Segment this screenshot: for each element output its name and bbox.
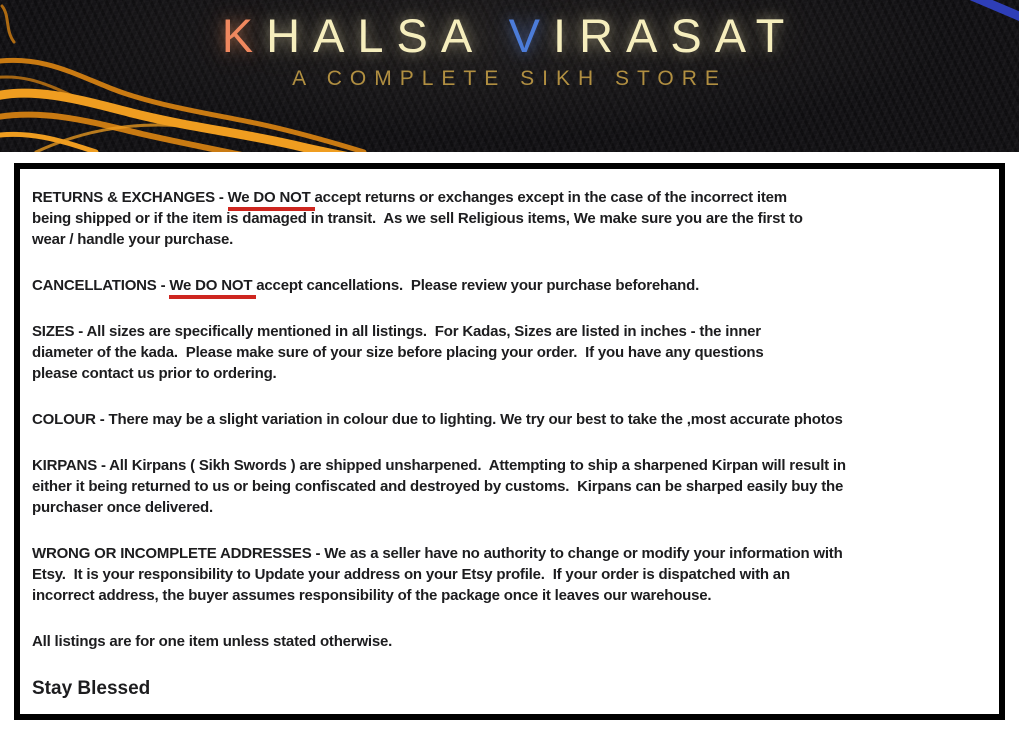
policy-paragraph-colour bbox=[32, 409, 989, 430]
policy-paragraphs bbox=[32, 187, 989, 652]
policy-line bbox=[32, 631, 989, 652]
policy-text: accept cancellations. Please review your purchase beforehand. bbox=[256, 277, 700, 294]
store-title-letter-v: V bbox=[508, 9, 554, 62]
policy-paragraph-kirpans bbox=[32, 455, 989, 518]
policy-text: WRONG OR INCOMPLETE ADDRESSES - We as a seller have no authority to change or modify your information with bbox=[32, 545, 843, 562]
policy-line bbox=[32, 342, 989, 363]
policy-paragraph-cancellations bbox=[32, 275, 989, 296]
policy-paragraph-sizes bbox=[32, 321, 989, 384]
policy-line bbox=[32, 476, 989, 497]
store-title-halsa: HALSA bbox=[266, 9, 509, 62]
store-subtitle: A COMPLETE SIKH STORE bbox=[292, 67, 727, 91]
policy-line bbox=[32, 187, 989, 208]
policy-text: accept returns or exchanges except in the case of the incorrect item bbox=[314, 189, 787, 206]
policy-text: SIZES - All sizes are specifically mentioned in all listings. For Kadas, Sizes are listed in inches - the inner bbox=[32, 323, 761, 340]
policy-line bbox=[32, 321, 989, 342]
policy-text: COLOUR - There may be a slight variation in colour due to lighting. We try our best to take the ,most accurate photos bbox=[32, 411, 843, 428]
banner-text bbox=[0, 0, 1019, 91]
policy-line bbox=[32, 585, 989, 606]
policy-box bbox=[14, 163, 1005, 720]
policy-text: KIRPANS - All Kirpans ( Sikh Swords ) are shipped unsharpened. Attempting to ship a sharpened Kirpan will result in bbox=[32, 457, 846, 474]
policy-text: purchaser once delivered. bbox=[32, 499, 213, 516]
store-title-letter-k: K bbox=[221, 9, 267, 62]
policy-line bbox=[32, 275, 989, 296]
policy-text: diameter of the kada. Please make sure of your size before placing your order. If you have any questions bbox=[32, 344, 764, 361]
store-title-irasat: IRASAT bbox=[553, 9, 798, 62]
policy-line bbox=[32, 229, 989, 250]
policy-text: CANCELLATIONS - bbox=[32, 277, 170, 294]
policy-text: All listings are for one item unless stated otherwise. bbox=[32, 633, 393, 650]
underlined-emphasis: We DO NOT bbox=[169, 277, 256, 299]
policy-line bbox=[32, 455, 989, 476]
policy-paragraph-single-item-note bbox=[32, 631, 989, 652]
policy-text: please contact us prior to ordering. bbox=[32, 365, 277, 382]
policy-line bbox=[32, 543, 989, 564]
policy-line bbox=[32, 363, 989, 384]
store-banner bbox=[0, 0, 1019, 152]
policy-text: wear / handle your purchase. bbox=[32, 231, 234, 248]
store-title bbox=[0, 11, 1019, 60]
underlined-emphasis: We DO NOT bbox=[228, 189, 315, 211]
policy-line bbox=[32, 564, 989, 585]
policy-text: incorrect address, the buyer assumes responsibility of the package once it leaves our warehouse. bbox=[32, 587, 712, 604]
policy-line bbox=[32, 497, 989, 518]
policy-text: being shipped or if the item is damaged in transit. As we sell Religious items, We make sure you are the first to bbox=[32, 210, 803, 227]
policy-text: Etsy. It is your responsibility to Update your address on your Etsy profile. If your order is dispatched with an bbox=[32, 566, 790, 583]
policy-paragraph-wrong-addresses bbox=[32, 543, 989, 606]
policy-paragraph-returns-exchanges bbox=[32, 187, 989, 250]
closing-message: Stay Blessed bbox=[32, 678, 151, 699]
policy-text: either it being returned to us or being confiscated and destroyed by customs. Kirpans can be sharped easily buy the bbox=[32, 478, 844, 495]
policy-line bbox=[32, 409, 989, 430]
policy-line bbox=[32, 208, 989, 229]
policy-text: RETURNS & EXCHANGES - bbox=[32, 189, 228, 206]
